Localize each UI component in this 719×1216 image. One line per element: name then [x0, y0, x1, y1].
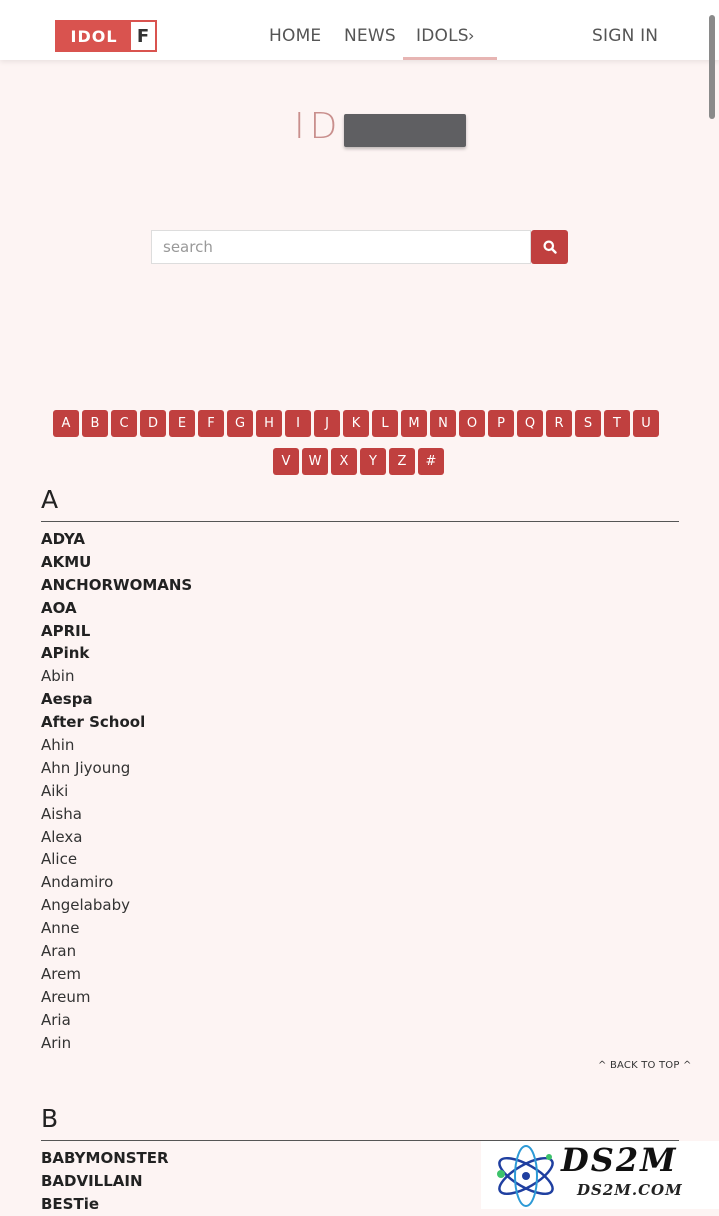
section-divider — [41, 521, 679, 522]
idol-list-item[interactable]: BABYMONSTER — [41, 1149, 169, 1167]
idol-list-item[interactable]: Ahin — [41, 736, 75, 755]
alphabet-row-2 — [273, 448, 444, 475]
page-title: ID — [294, 106, 343, 147]
letter-button-j[interactable]: J — [314, 410, 340, 437]
idol-list-item[interactable]: Areum — [41, 987, 91, 1006]
letter-button-e[interactable]: E — [169, 410, 195, 437]
letter-button-v[interactable]: V — [273, 448, 299, 475]
letter-button-c[interactable]: C — [111, 410, 137, 437]
idol-list-item[interactable]: Aisha — [41, 804, 82, 823]
idol-list-item[interactable]: Arin — [41, 1033, 72, 1052]
letter-button-h[interactable]: H — [256, 410, 282, 437]
letter-button-k[interactable]: K — [343, 410, 369, 437]
watermark-url: DS2M.COM — [577, 1181, 683, 1199]
letter-button-d[interactable]: D — [140, 410, 166, 437]
search-icon — [543, 240, 557, 254]
idol-list-a — [41, 528, 192, 1054]
atom-logo-icon — [491, 1143, 561, 1209]
letter-button-r[interactable]: R — [546, 410, 572, 437]
site-logo[interactable] — [55, 20, 157, 52]
letter-button-w[interactable]: W — [302, 448, 328, 475]
letter-button-s[interactable]: S — [575, 410, 601, 437]
site-header — [0, 0, 719, 60]
chevron-right-icon[interactable]: › — [468, 26, 475, 45]
letter-button-x[interactable]: X — [331, 448, 357, 475]
back-to-top-link[interactable]: ^ BACK TO TOP ^ — [598, 1060, 692, 1071]
page-scrollbar[interactable] — [709, 15, 715, 119]
idol-list-item[interactable]: Alice — [41, 850, 78, 869]
idol-list-b — [41, 1147, 169, 1216]
idol-list-item[interactable]: AOA — [41, 598, 77, 617]
letter-button-i[interactable]: I — [285, 410, 311, 437]
letter-button-a[interactable]: A — [53, 410, 79, 437]
watermark — [481, 1141, 719, 1209]
letter-button-p[interactable]: P — [488, 410, 514, 437]
watermark-text: DS2M — [561, 1141, 678, 1179]
nav-idols[interactable]: IDOLS — [416, 26, 469, 46]
idol-list-item[interactable]: BESTie — [41, 1194, 100, 1213]
nav-home[interactable]: HOME — [269, 26, 322, 46]
redacted-title-block — [344, 114, 466, 147]
letter-button-u[interactable]: U — [633, 410, 659, 437]
letter-button-m[interactable]: M — [401, 410, 427, 437]
sign-in-link[interactable]: SIGN IN — [592, 26, 659, 46]
nav-news[interactable]: NEWS — [344, 26, 396, 46]
letter-button-o[interactable]: O — [459, 410, 485, 437]
letter-button-y[interactable]: Y — [360, 448, 386, 475]
search-input[interactable] — [151, 230, 531, 264]
idol-list-item[interactable]: APRIL — [41, 621, 91, 640]
letter-button-q[interactable]: Q — [517, 410, 543, 437]
idol-list-item[interactable]: Arem — [41, 964, 81, 983]
logo-text-f: F — [136, 25, 150, 47]
idol-list-item[interactable]: After School — [41, 713, 146, 732]
idol-list-item[interactable]: Abin — [41, 667, 75, 686]
idol-list-item[interactable]: Angelababy — [41, 896, 130, 915]
idol-list-item[interactable]: Aran — [41, 942, 77, 961]
letter-button-hash[interactable]: # — [418, 448, 444, 475]
letter-button-f[interactable]: F — [198, 410, 224, 437]
idol-list-item[interactable]: Andamiro — [41, 873, 114, 892]
idol-list-item[interactable]: BADVILLAIN — [41, 1171, 143, 1190]
idol-list-item[interactable]: ADYA — [41, 530, 86, 548]
letter-button-l[interactable]: L — [372, 410, 398, 437]
section-heading-b: B — [41, 1104, 59, 1133]
idol-list-item[interactable]: Alexa — [41, 827, 83, 846]
idol-list-item[interactable]: APink — [41, 644, 90, 663]
idol-list-item[interactable]: Aiki — [41, 781, 69, 800]
idol-list-item[interactable]: AKMU — [41, 552, 92, 571]
idol-list-item[interactable]: Aespa — [41, 690, 93, 709]
idol-list-item[interactable]: Ahn Jiyoung — [41, 758, 131, 777]
letter-button-z[interactable]: Z — [389, 448, 415, 475]
idol-list-item[interactable]: Aria — [41, 1010, 71, 1029]
letter-button-b[interactable]: B — [82, 410, 108, 437]
alphabet-row-1 — [53, 410, 659, 437]
section-heading-a: A — [41, 485, 59, 514]
idol-list-item[interactable]: Anne — [41, 919, 80, 938]
logo-text-idol: IDOL — [57, 22, 131, 50]
search-button[interactable] — [531, 230, 568, 264]
idol-list-item[interactable]: ANCHORWOMANS — [41, 575, 193, 594]
letter-button-n[interactable]: N — [430, 410, 456, 437]
letter-button-t[interactable]: T — [604, 410, 630, 437]
letter-button-g[interactable]: G — [227, 410, 253, 437]
nav-active-underline — [403, 57, 497, 60]
